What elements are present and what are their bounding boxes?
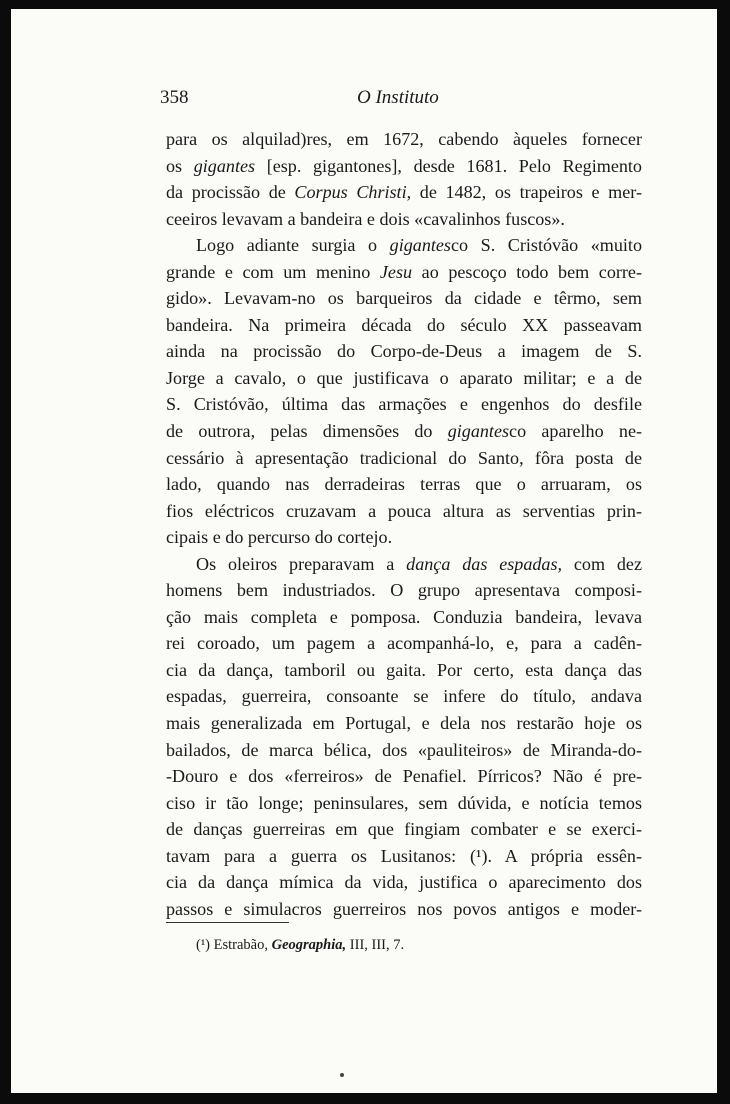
text-line: os gigantes [esp. gigantones], desde 1681. Pelo Regimento	[166, 155, 642, 176]
text-line: cipais e do percurso do cortejo.	[166, 527, 393, 548]
footnote-work: Geographia,	[271, 937, 347, 953]
text-line: para os alquilad)res, em 1672, cabendo àqueles fornecer	[166, 129, 642, 149]
text-line: Logo adiante surgia o gigantesco S. Cristóvão «muito	[196, 235, 642, 256]
text-line: ceeiros levavam a bandeira e dois «cavalinhos fuscos».	[166, 208, 565, 229]
text-line: cessário à apresentação tradicional do Santo, fôra posta de	[166, 447, 642, 468]
book-page	[11, 9, 717, 1093]
text-line: -Douro e dos «ferreiros» de Penafiel. Pírricos? Não é pre-	[166, 766, 642, 787]
footnote	[196, 937, 404, 954]
text-line: de danças guerreiras em que fingiam combater e se exerci-	[166, 819, 642, 840]
text-line: ção mais completa e pomposa. Conduzia bandeira, levava	[166, 606, 642, 627]
text-line: mais generalizada em Portugal, e dela nos restarão hoje os	[166, 713, 642, 734]
text-line: ainda na procissão do Corpo-de-Deus a imagem de S.	[166, 341, 642, 362]
footnote-marker: (¹)	[196, 937, 211, 953]
text-line: Os oleiros preparavam a dança das espadas, com dez	[196, 553, 642, 574]
running-title: O Instituto	[357, 87, 439, 108]
page-number: 358	[160, 87, 189, 108]
text-line: rei coroado, um pagem a acompanhá-lo, e, para a cadên-	[166, 633, 642, 654]
text-line: S. Cristóvão, última das armações e engenhos do desfile	[166, 394, 642, 415]
text-line: cia da dança, tamboril ou gaita. Por certo, esta dança das	[166, 659, 642, 680]
text-line: Jorge a cavalo, o que justificava o aparato militar; e a de	[166, 367, 642, 388]
text-line: espadas, guerreira, consoante se infere do título, andava	[166, 686, 642, 707]
text-line: de outrora, pelas dimensões do gigantesco aparelho ne-	[166, 421, 642, 442]
text-line: cia da dança mímica da vida, justifica o aparecimento dos	[166, 872, 642, 893]
text-line: gido». Levavam-no os barqueiros da cidade e têrmo, sem	[166, 288, 642, 309]
text-line: passos e simulacros guerreiros nos povos antigos e moder-	[166, 898, 642, 919]
text-line: bailados, de marca bélica, dos «pauliteiros» de Miranda-do-	[166, 739, 642, 760]
text-line: grande e com um menino Jesu ao pescoço todo bem corre-	[166, 261, 642, 282]
text-line: tavam para a guerra os Lusitanos: (¹). A própria essên-	[166, 845, 642, 866]
footnote-rule	[166, 922, 289, 923]
text-line: bandeira. Na primeira década do século XX passeavam	[166, 314, 642, 335]
body-text	[166, 126, 642, 922]
footnote-reference: III, III, 7.	[349, 937, 405, 953]
text-line: fios eléctricos cruzavam a pouca altura as serventias prin-	[166, 500, 642, 521]
print-speck	[340, 1073, 344, 1077]
text-line: homens bem industriados. O grupo apresentava composi-	[166, 580, 642, 601]
text-line: ciso ir tão longe; peninsulares, sem dúvida, e notícia temos	[166, 792, 642, 813]
text-line: lado, quando nas derradeiras terras que o arruaram, os	[166, 474, 642, 495]
page-header	[11, 87, 717, 117]
footnote-author: Estrabão,	[213, 937, 268, 953]
text-line: da procissão de Corpus Christi, de 1482, os trapeiros e mer-	[166, 182, 642, 203]
